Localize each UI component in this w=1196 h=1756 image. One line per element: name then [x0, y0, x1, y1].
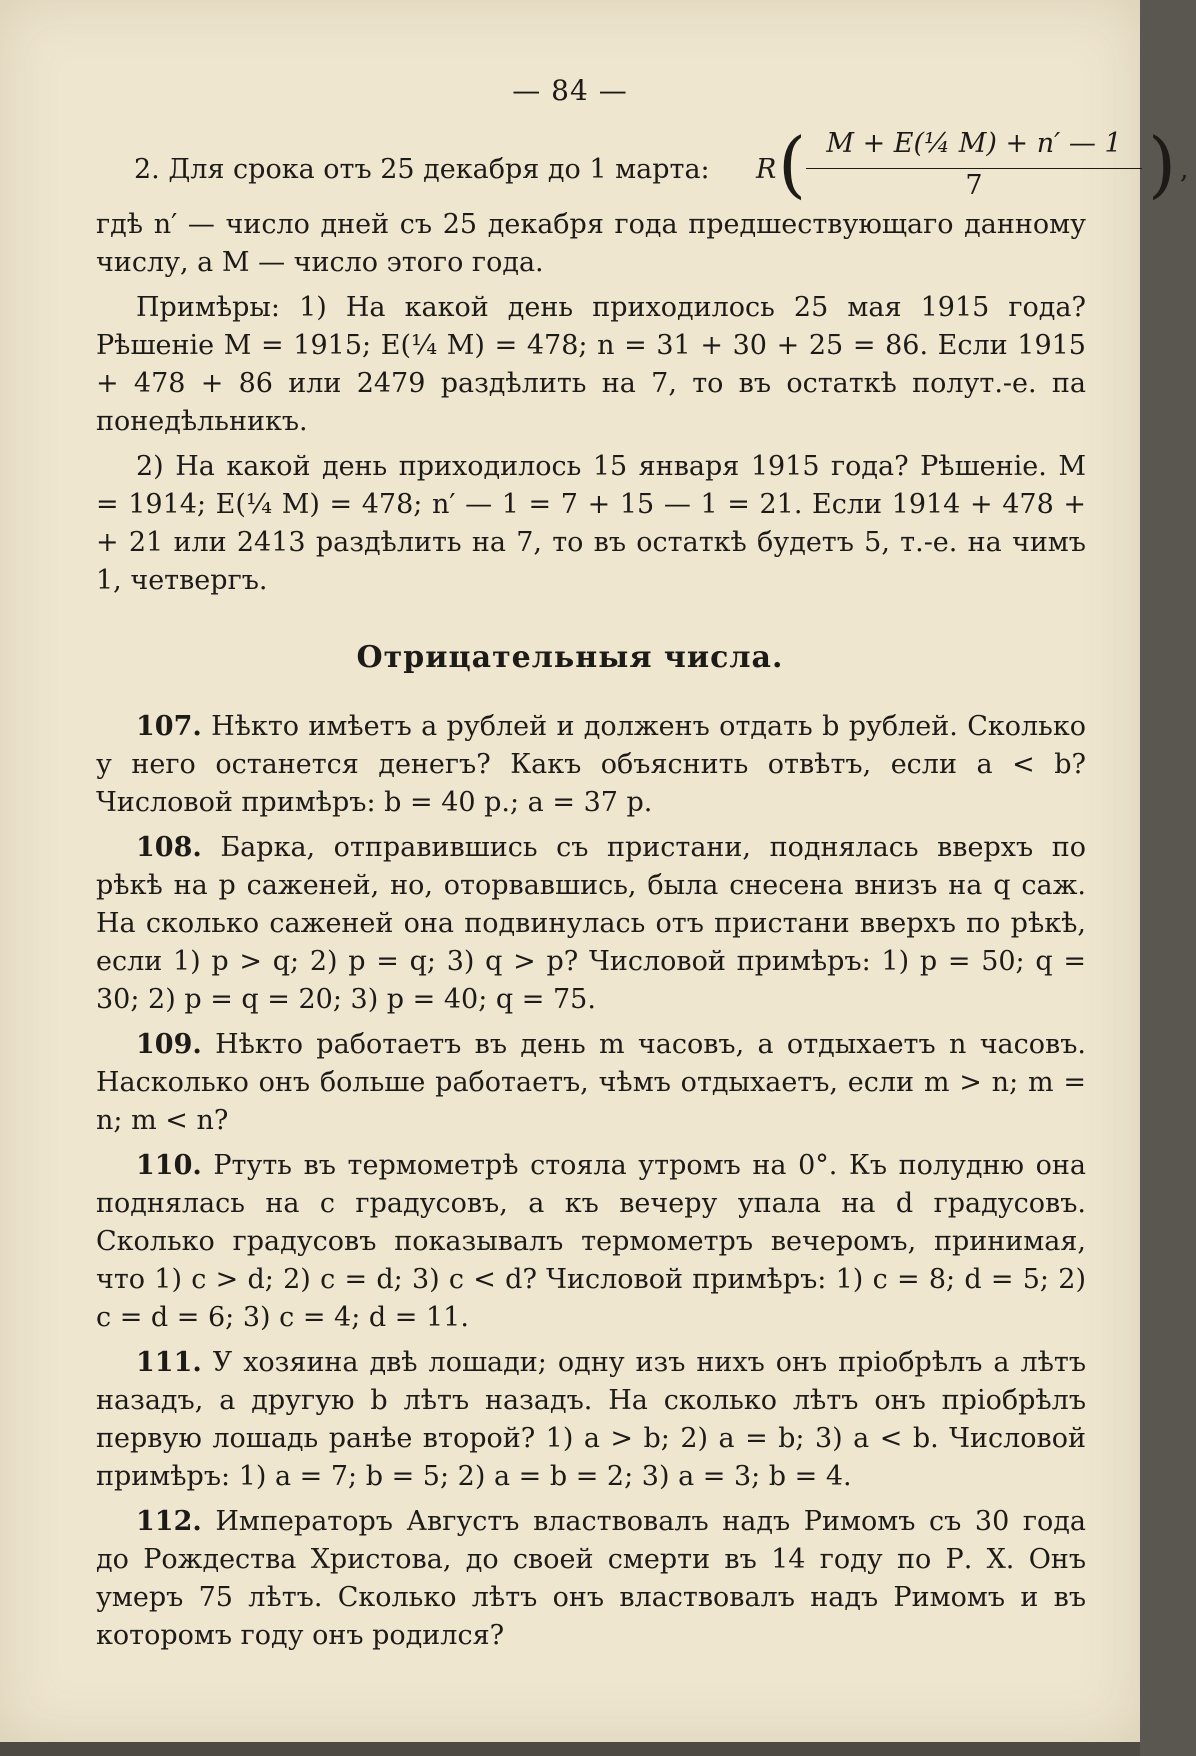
problem-text: Нѣкто имѣетъ a рублей и долженъ отдать b рублей. Сколько у него останется денегъ? Какъ объяснить отвѣтъ, если a < b? Числовой примѣръ: b = 40 р.; a = 37 р.	[96, 711, 1086, 818]
problem-number: 109.	[136, 1029, 202, 1060]
problem-text: У хозяина двѣ лошади; одну изъ нихъ онъ пріобрѣлъ a лѣтъ назадъ, а другую b лѣтъ назадъ. На сколько лѣтъ онъ пріобрѣлъ первую лошадь ранѣе второй? 1) a > b; 2) a = b; 3) a < b. Числовой примѣръ: 1) a = 7; b = 5; 2) a = b = 2; 3) a = 3; b = 4.	[96, 1347, 1086, 1492]
fraction-R: R	[756, 154, 777, 185]
problem-number: 108.	[136, 832, 202, 863]
problems-block	[96, 708, 1086, 1662]
problem-108	[96, 829, 1086, 1019]
fraction-bar	[806, 168, 1142, 169]
fraction-numerator: M + E(¼ M) + n′ — 1	[826, 128, 1122, 159]
page-number: — 84 —	[512, 74, 628, 107]
section-heading: Отрицательныя числа.	[356, 640, 784, 675]
problem-110	[96, 1147, 1086, 1337]
problem-number: 110.	[136, 1150, 202, 1181]
problem-number: 112.	[136, 1506, 202, 1537]
example-1: Примѣры: 1) На какой день приходилось 25 мая 1915 года? Рѣшеніе M = 1915; E(¼ M) = 478; n = 31 + 30 + 25 = 86. Если 1915 + 478 + 86 или 2479 раздѣлить на 7, то въ остаткѣ полут.-е. па понедѣльникъ.	[96, 292, 1086, 437]
problem-text: Барка, отправившись съ пристани, поднялась вверхъ по рѣкѣ на p саженей, но, оторвавшись, была снесена внизъ на q саж. На сколько саженей она подвинулась отъ пристани вверхъ по рѣкѣ, если 1) p > q; 2) p = q; 3) q > p? Числовой примѣръ: 1) p = 50; q = 30; 2) p = q = 20; 3) p = 40; q = 75.	[96, 832, 1086, 1015]
problem-107	[96, 708, 1086, 822]
fraction-denominator: 7	[965, 170, 983, 201]
problem-text: Нѣкто работаетъ въ день m часовъ, а отдыхаетъ n часовъ. Насколько онъ больше работаетъ, чѣмъ отдыхаетъ, если m > n; m = n; m < n?	[96, 1029, 1086, 1136]
rule-2-continuation: гдѣ n′ — число дней съ 25 декабря года предшествующаго данному числу, а M — число этого года.	[96, 209, 1086, 278]
rule-2-formula-line	[134, 122, 1189, 208]
rule-2-fraction	[756, 122, 1196, 208]
problem-text: Ртуть въ термометрѣ стояла утромъ на 0°. Къ полудню она поднялась на c градусовъ, а къ вечеру упала на d градусовъ. Сколько градусовъ показывалъ термометръ вечеромъ, принимая, что 1) c > d; 2) c = d; 3) c < d? Числовой примѣръ: 1) c = 8; d = 5; 2) c = d = 6; 3) c = 4; d = 11.	[96, 1150, 1086, 1333]
rule-2-lead: 2. Для срока отъ 25 декабря до 1 марта:	[134, 154, 710, 185]
problem-number: 111.	[136, 1347, 202, 1378]
example-2: 2) На какой день приходилось 15 января 1915 года? Рѣшеніе. M = 1914; E(¼ M) = 478; n′ — 1 = 7 + 15 — 1 = 21. Если 1914 + 478 + + 21 или 2413 раздѣлить на 7, то въ остаткѣ будетъ 5, т.-е. на чимъ 1, четвергъ.	[96, 451, 1086, 596]
problem-text: Императоръ Августъ властвовалъ надъ Римомъ съ 30 года до Рождества Христова, до своей смерти въ 14 году по Р. Х. Онъ умеръ 75 лѣтъ. Сколько лѣтъ онъ властвовалъ надъ Римомъ и въ которомъ году онъ родился?	[96, 1506, 1086, 1651]
problem-111	[96, 1344, 1086, 1496]
upper-text-block	[96, 206, 1086, 607]
problem-109	[96, 1026, 1086, 1140]
right-paren: )	[1148, 122, 1177, 206]
problem-number: 107.	[136, 711, 202, 742]
problem-112	[96, 1503, 1086, 1655]
scan-bottom-edge	[0, 1742, 1140, 1756]
left-paren: (	[778, 122, 807, 206]
fraction-comma: ,	[1180, 154, 1189, 185]
